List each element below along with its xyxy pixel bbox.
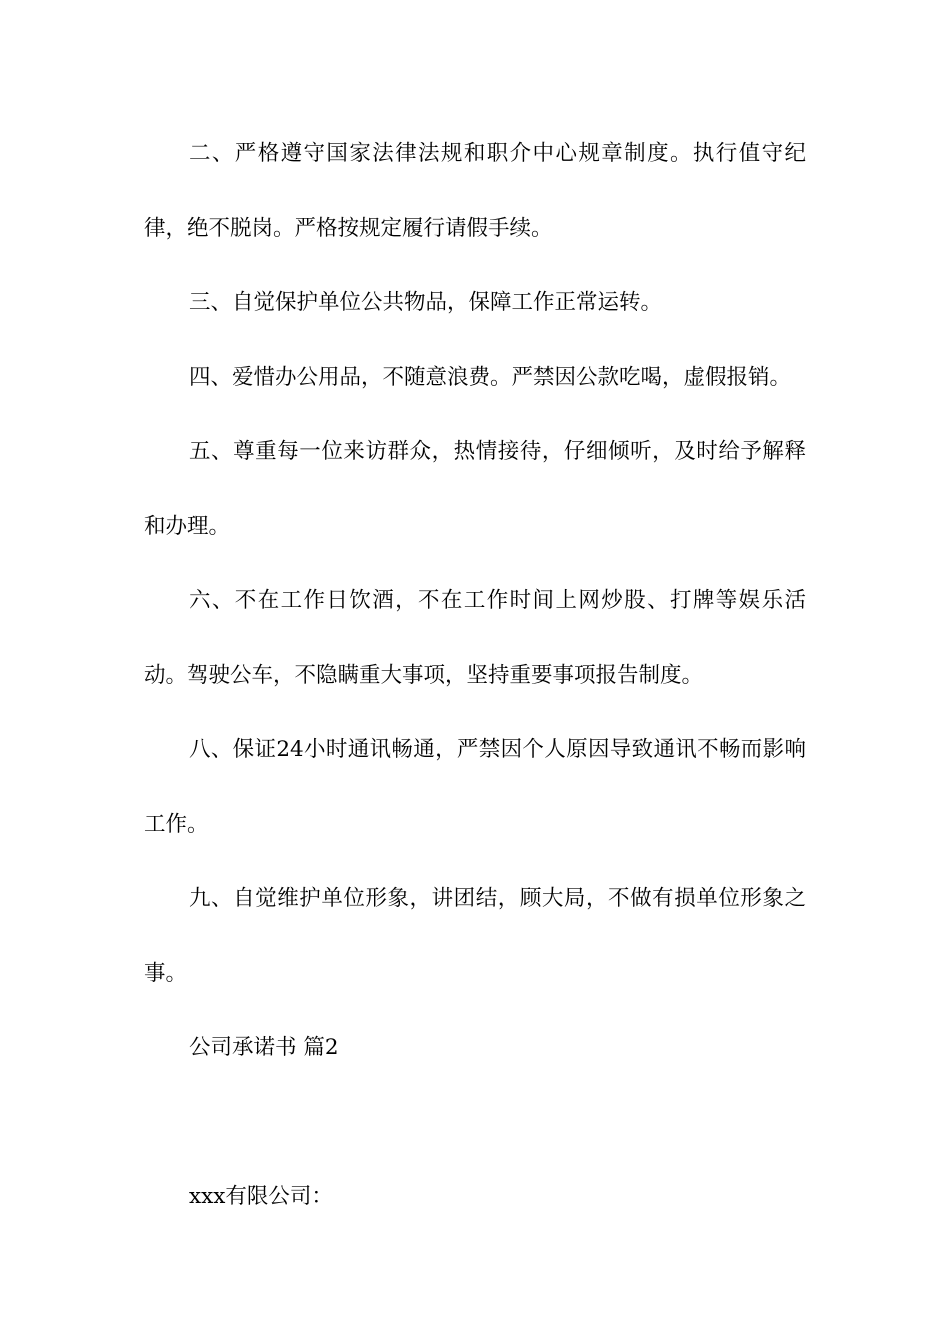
paragraph-item-4: 四、爱惜办公用品，不随意浪费。严禁因公款吃喝，虚假报销。 <box>189 365 792 390</box>
paragraph-item-8: 八、保证24小时通讯畅通，严禁因个人原因导致通讯不畅而影响工作。 <box>144 737 806 837</box>
paragraph-item-5: 五、尊重每一位来访群众，热情接待，仔细倾听，及时给予解释和办理。 <box>144 439 806 539</box>
paragraph-item-2: 二、严格遵守国家法律法规和职介中心规章制度。执行值守纪律，绝不脱岗。严格按规定履行请假手续。 <box>144 141 806 241</box>
section-heading: 公司承诺书 篇2 <box>189 1035 339 1060</box>
paragraph-item-9: 九、自觉维护单位形象，讲团结，顾大局，不做有损单位形象之事。 <box>144 886 806 986</box>
paragraph-item-6: 六、不在工作日饮酒，不在工作时间上网炒股、打牌等娱乐活动。驾驶公车，不隐瞒重大事项，坚持重要事项报告制度。 <box>144 588 806 688</box>
salutation: xxx有限公司： <box>189 1184 333 1209</box>
paragraph-item-3: 三、自觉保护单位公共物品，保障工作正常运转。 <box>189 290 663 315</box>
